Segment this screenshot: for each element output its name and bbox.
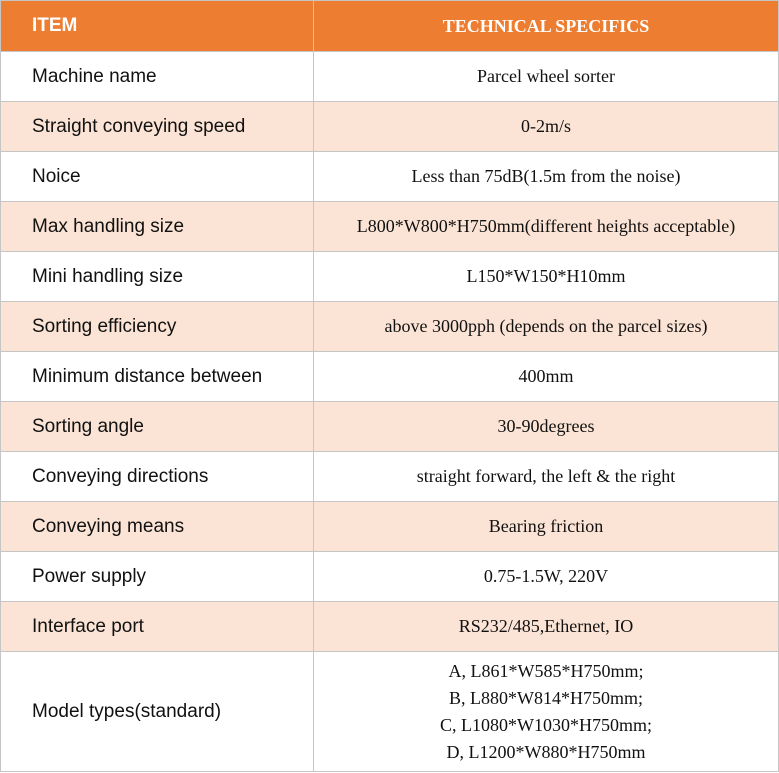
table-row (1, 402, 779, 452)
row-spec: RS232/485,Ethernet, IO (314, 602, 779, 652)
row-spec: 0.75-1.5W, 220V (314, 552, 779, 602)
model-type-a: A, L861*W585*H750mm; (448, 660, 644, 681)
row-item: Sorting efficiency (1, 302, 314, 352)
row-spec: 400mm (314, 352, 779, 402)
table-row (1, 252, 779, 302)
row-spec: Parcel wheel sorter (314, 52, 779, 102)
table-row (1, 502, 779, 552)
row-item: Mini handling size (1, 252, 314, 302)
row-item: Straight conveying speed (1, 102, 314, 152)
table-row (1, 652, 779, 772)
header-item: ITEM (1, 1, 314, 52)
row-spec: L800*W800*H750mm(different heights acceptable) (314, 202, 779, 252)
row-spec: L150*W150*H10mm (314, 252, 779, 302)
row-item: Power supply (1, 552, 314, 602)
table-header-row (1, 1, 779, 52)
table-row (1, 602, 779, 652)
table-row (1, 202, 779, 252)
row-item: Conveying means (1, 502, 314, 552)
table-row (1, 52, 779, 102)
model-type-c: C, L1080*W1030*H750mm; (440, 714, 652, 735)
row-spec: Bearing friction (314, 502, 779, 552)
row-item: Max handling size (1, 202, 314, 252)
row-spec: 0-2m/s (314, 102, 779, 152)
model-type-d: D, L1200*W880*H750mm (446, 741, 646, 762)
table-row (1, 102, 779, 152)
row-spec: 30-90degrees (314, 402, 779, 452)
row-item: Minimum distance between (1, 352, 314, 402)
row-spec-model-types (314, 652, 779, 772)
row-item: Machine name (1, 52, 314, 102)
row-spec: straight forward, the left & the right (314, 452, 779, 502)
row-item: Model types(standard) (1, 652, 314, 772)
row-item: Interface port (1, 602, 314, 652)
header-technical-specifics: TECHNICAL SPECIFICS (314, 1, 779, 52)
row-item: Noice (1, 152, 314, 202)
table-row (1, 452, 779, 502)
table-row (1, 352, 779, 402)
row-spec: above 3000pph (depends on the parcel sizes) (314, 302, 779, 352)
row-spec: Less than 75dB(1.5m from the noise) (314, 152, 779, 202)
row-item: Conveying directions (1, 452, 314, 502)
table-row (1, 552, 779, 602)
model-type-b: B, L880*W814*H750mm; (449, 687, 643, 708)
table-row (1, 152, 779, 202)
row-item: Sorting angle (1, 402, 314, 452)
table-row (1, 302, 779, 352)
